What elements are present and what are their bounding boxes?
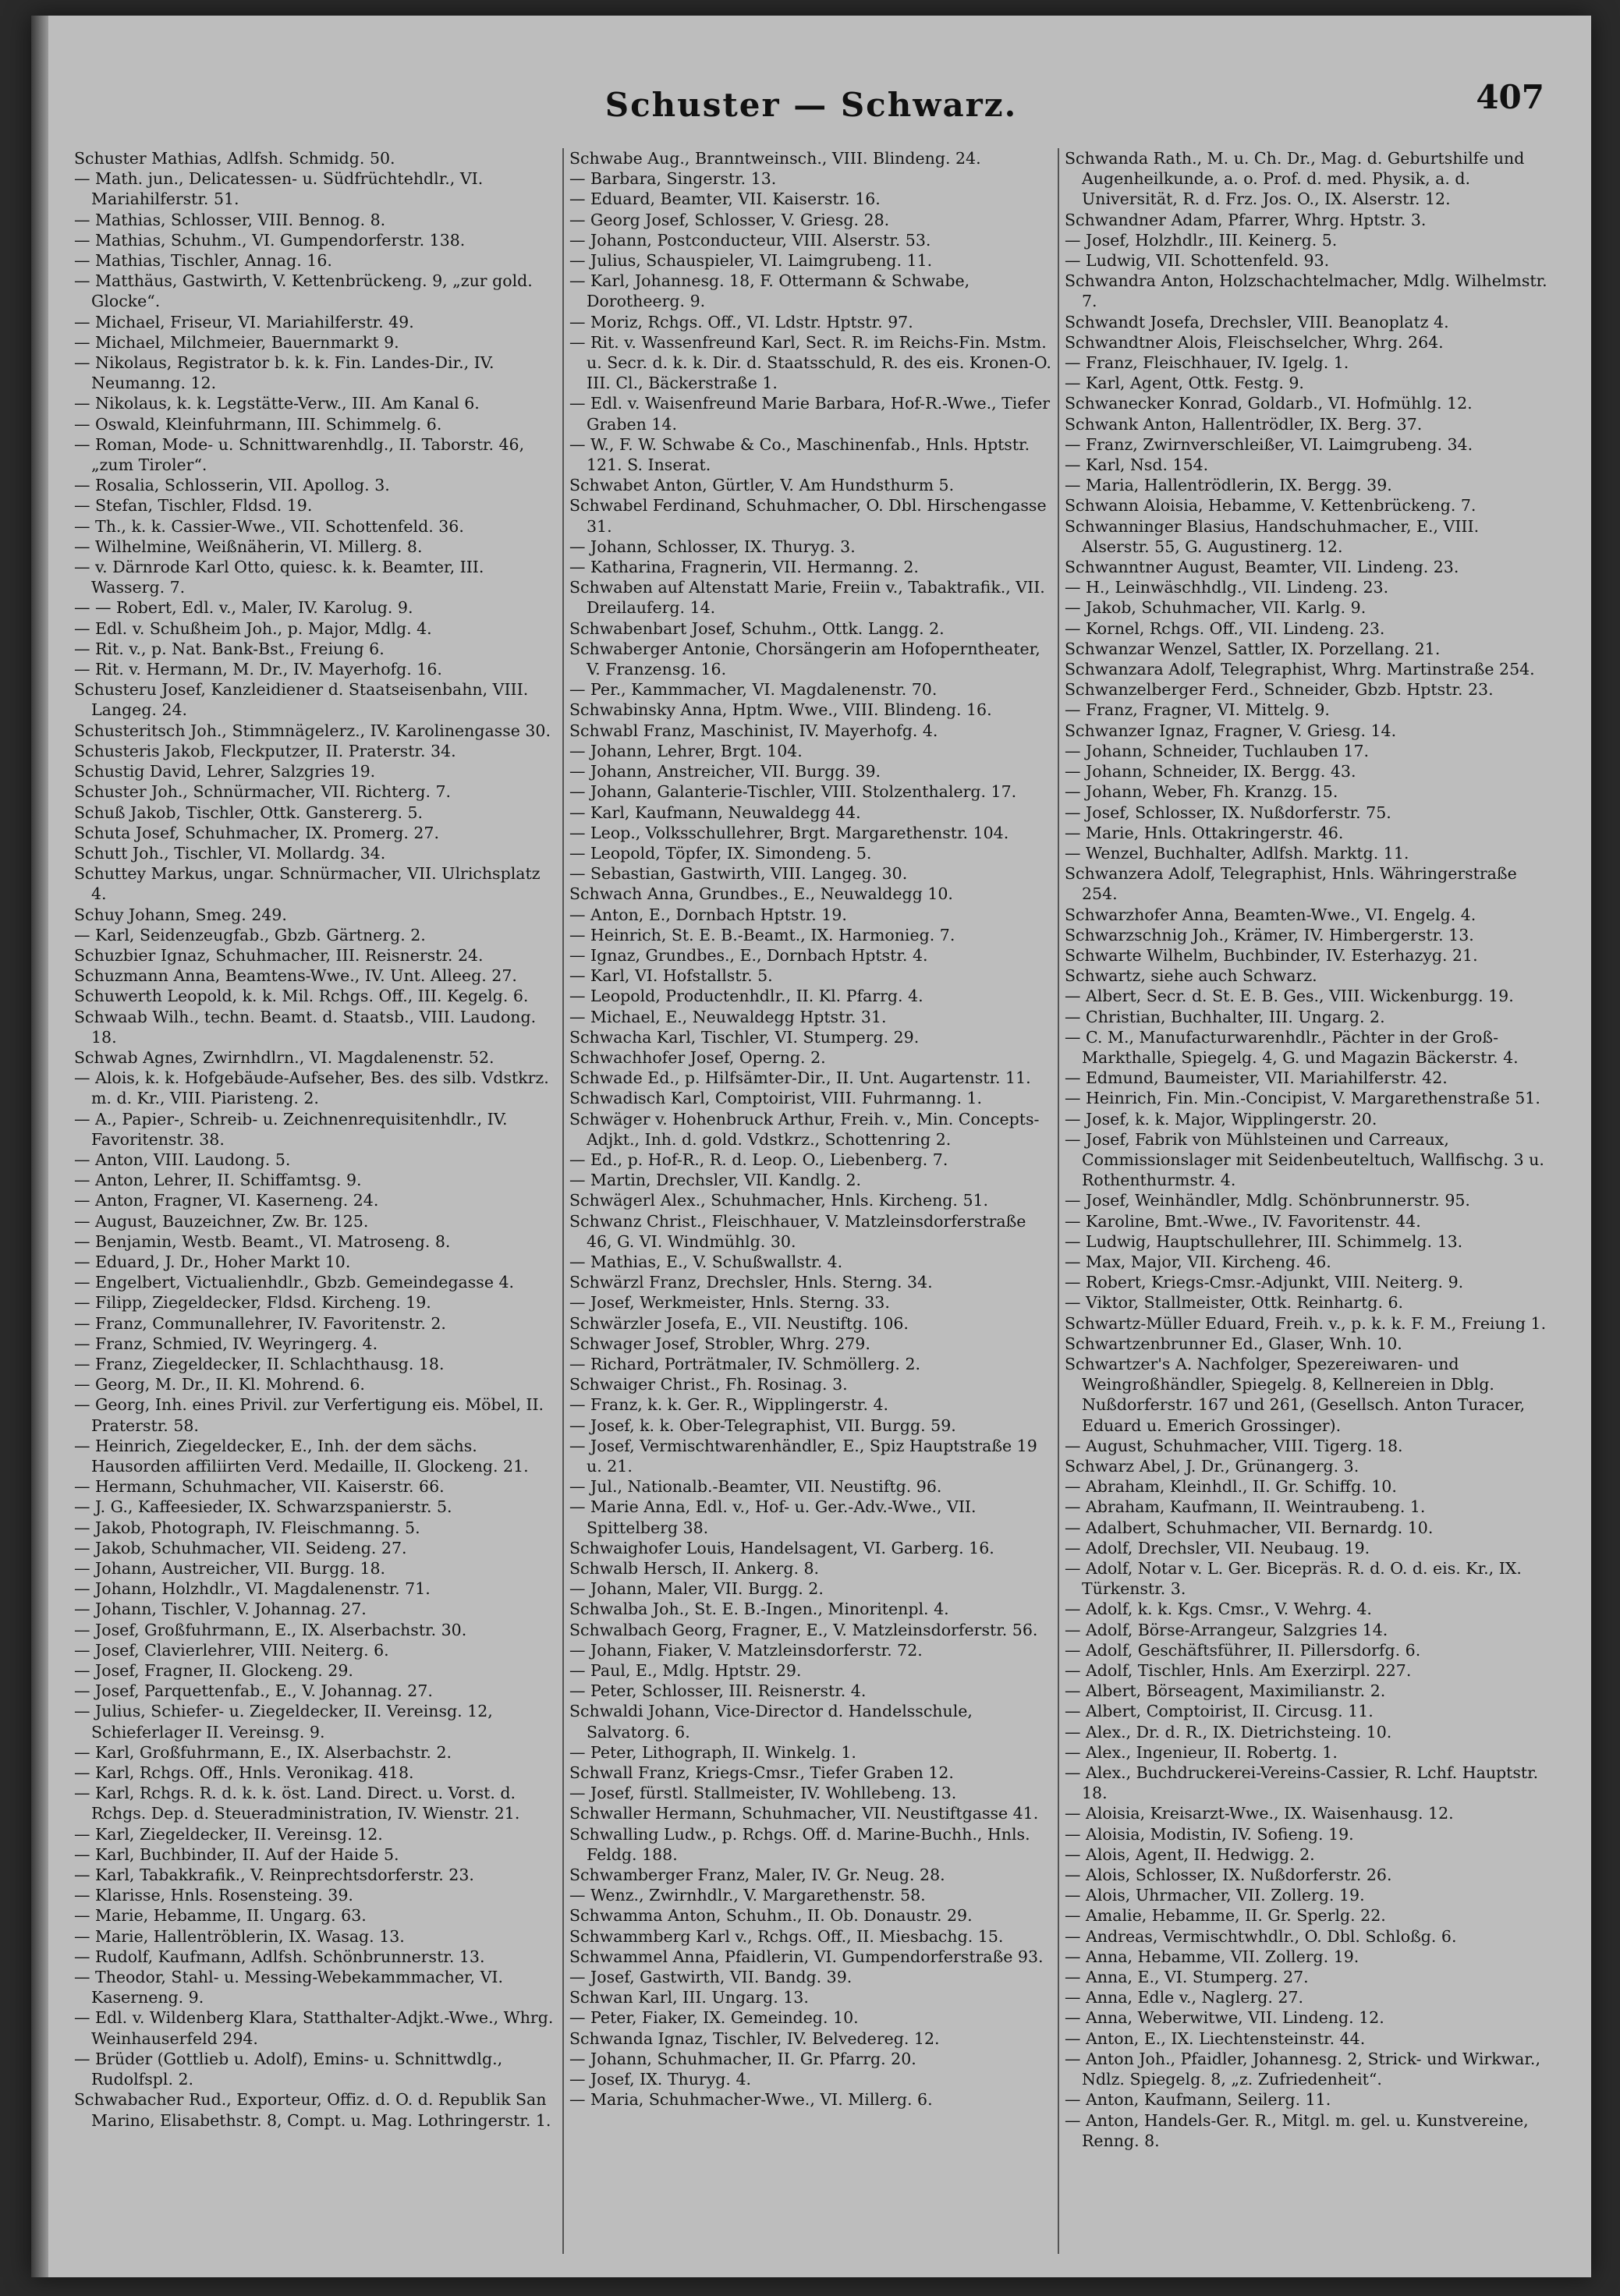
directory-entry: Schwabinsky Anna, Hptm. Wwe., VIII. Blindeng. 16.	[569, 700, 992, 720]
directory-entry: — Michael, E., Neuwaldegg Hptstr. 31.	[569, 1007, 887, 1026]
directory-entry: — Adalbert, Schuhmacher, VII. Bernardg. 10.	[1065, 1518, 1434, 1537]
directory-entry: — Johann, Anstreicher, VII. Burgg. 39.	[569, 762, 881, 781]
directory-entry: Schwandt Josefa, Drechsler, VIII. Beanoplatz 4.	[1065, 312, 1449, 331]
directory-entry: Schwammel Anna, Pfaidlerin, VI. Gumpendorferstraße 93.	[569, 1947, 1044, 1966]
directory-entry: — Wenz., Zwirnhdlr., V. Margarethenstr. 58.	[569, 1886, 926, 1905]
directory-entry: — Johann, Lehrer, Brgt. 104.	[569, 741, 803, 760]
directory-entry: — Johann, Schneider, IX. Bergg. 43.	[1065, 762, 1356, 781]
directory-entry: — Moriz, Rchgs. Off., VI. Ldstr. Hptstr. 97.	[569, 312, 913, 331]
directory-entry: — Benjamin, Westb. Beamt., VI. Matroseng. 8.	[74, 1231, 451, 1251]
directory-entry: — Johann, Fiaker, V. Matzleinsdorferstr. 72.	[569, 1640, 923, 1660]
directory-entry: — Rit. v. Wassenfreund Karl, Sect. R. im Reichs-Fin. Mstm. u. Secr. d. k. k. Dir. d. Staatsschuld, R. des eis. Kronen-O. III. Cl., Bäckerstraße 1.	[569, 332, 1051, 393]
directory-entry: — Mathias, Schlosser, VIII. Bennog. 8.	[74, 210, 386, 229]
directory-entry: — Nikolaus, k. k. Legstätte-Verw., III. Am Kanal 6.	[74, 394, 480, 413]
directory-entry: Schwabet Anton, Gürtler, V. Am Hundsthurm 5.	[569, 476, 955, 495]
directory-entry: Schwarzschnig Joh., Krämer, IV. Himbergerstr. 13.	[1065, 925, 1474, 944]
directory-entry: — Marie, Hallentröblerin, IX. Wasag. 13.	[74, 1926, 405, 1946]
directory-entry: Schwager Josef, Strobler, Whrg. 279.	[569, 1334, 870, 1353]
directory-entry: — Johann, Weber, Fh. Kranzg. 15.	[1065, 782, 1338, 802]
directory-entry: — Barbara, Singerstr. 13.	[569, 169, 777, 189]
directory-entry: — Franz, Zwirnverschleißer, VI. Laimgrubeng. 34.	[1065, 434, 1473, 454]
directory-entry: — Julius, Schiefer- u. Ziegeldecker, II. Vereinsg. 12, Schieferlager II. Vereinsg. 9.	[74, 1702, 493, 1741]
directory-entry: — Maria, Hallentrödlerin, IX. Bergg. 39.	[1065, 476, 1392, 495]
directory-entry: — Marie, Hebamme, II. Ungarg. 63.	[74, 1906, 367, 1926]
directory-entry: — Adolf, Geschäftsführer, II. Pillersdorfg. 6.	[1065, 1640, 1421, 1660]
directory-entry: — Karl, Großfuhrmann, E., IX. Alserbachstr. 2.	[74, 1742, 452, 1762]
directory-entry: — Albert, Börseagent, Maximilianstr. 2.	[1065, 1681, 1386, 1701]
directory-entry: — Oswald, Kleinfuhrmann, III. Schimmelg. 6.	[74, 414, 442, 434]
directory-entry: — Robert, Kriegs-Cmsr.-Adjunkt, VIII. Neiterg. 9.	[1065, 1273, 1464, 1292]
directory-entry: Schwandtner Alois, Fleischselcher, Whrg. 264.	[1065, 332, 1444, 352]
directory-entry: — Anna, E., VI. Stumperg. 27.	[1065, 1968, 1309, 1987]
directory-entry: — Edl. v. Schußheim Joh., p. Major, Mdlg. 4.	[74, 618, 432, 638]
directory-entry: Schwabl Franz, Maschinist, IV. Mayerhofg. 4.	[569, 721, 938, 740]
directory-entry: — Hermann, Schuhmacher, VII. Kaiserstr. 66.	[74, 1477, 445, 1497]
directory-entry: — Wenzel, Buchhalter, Adlfsh. Marktg. 11.	[1065, 843, 1409, 863]
directory-entry: — Josef, Weinhändler, Mdlg. Schönbrunnerstr. 95.	[1065, 1191, 1470, 1210]
directory-entry: — J. G., Kaffeesieder, IX. Schwarzspanierstr. 5.	[74, 1497, 452, 1517]
directory-entry: Schwab Agnes, Zwirnhdlrn., VI. Magdalenenstr. 52.	[74, 1047, 495, 1067]
directory-entry: Schuy Johann, Smeg. 249.	[74, 905, 287, 924]
directory-entry: — Karl, Tabakkrafik., V. Reinprechtsdorferstr. 23.	[74, 1866, 474, 1885]
directory-entry: — Karl, Buchbinder, II. Auf der Haide 5.	[74, 1844, 399, 1864]
directory-entry: Schusteris Jakob, Fleckputzer, II. Praterstr. 34.	[74, 741, 456, 760]
directory-entry: — Karl, Kaufmann, Neuwaldegg 44.	[569, 803, 861, 822]
directory-entry: — Edmund, Baumeister, VII. Mariahilferstr. 42.	[1065, 1068, 1448, 1088]
directory-entry: Schwan Karl, III. Ungarg. 13.	[569, 1988, 809, 2007]
column-3	[1065, 148, 1548, 2254]
directory-entry: Schwanda Ignaz, Tischler, IV. Belvedereg. 12.	[569, 2028, 940, 2048]
directory-entry: Schwabel Ferdinand, Schuhmacher, O. Dbl. Hirschengasse 31.	[569, 496, 1047, 536]
directory-entry: Schwaighofer Louis, Handelsagent, VI. Garberg. 16.	[569, 1538, 994, 1557]
directory-entry: — Sebastian, Gastwirth, VIII. Langeg. 30.	[569, 864, 908, 884]
directory-entry: — Josef, Schlosser, IX. Nußdorferstr. 75.	[1065, 803, 1391, 822]
directory-entry: — Leopold, Productenhdlr., II. Kl. Pfarrg. 4.	[569, 987, 923, 1006]
page-number: 407	[1476, 78, 1544, 116]
directory-entry: — Klarisse, Hnls. Rosensteing. 39.	[74, 1886, 353, 1905]
directory-entry: Schuzmann Anna, Beamtens-Wwe., IV. Unt. Alleeg. 27.	[74, 966, 517, 986]
directory-entry: Schwaben auf Altenstatt Marie, Freiin v., Tabaktrafik., VII. Dreilauferg. 14.	[569, 578, 1045, 618]
directory-entry: — Heinrich, St. E. B.-Beamt., IX. Harmonieg. 7.	[569, 925, 955, 944]
directory-entry: — Josef, k. k. Major, Wipplingerstr. 20.	[1065, 1109, 1377, 1129]
directory-entry: — Johann, Tischler, V. Johannag. 27.	[74, 1600, 367, 1619]
directory-entry: Schuß Jakob, Tischler, Ottk. Ganstererg. 5.	[74, 803, 424, 822]
directory-entry: — Karl, VI. Hofstallstr. 5.	[569, 966, 773, 986]
directory-entry: — Georg Josef, Schlosser, V. Griesg. 28.	[569, 210, 890, 229]
directory-entry: — Josef, Fabrik von Mühlsteinen und Carreaux, Commissionslager mit Seidenbeuteltuch, Wallfischg. 3 u. Rothenthurmstr. 4.	[1065, 1129, 1544, 1190]
column-divider	[1058, 148, 1059, 2254]
directory-entry: — Martin, Drechsler, VII. Kandlg. 2.	[569, 1171, 862, 1190]
directory-entry: Schwabenbart Josef, Schuhm., Ottk. Langg. 2.	[569, 618, 945, 638]
directory-entry: — Nikolaus, Registrator b. k. k. Fin. Landes-Dir., IV. Neumanng. 12.	[74, 353, 495, 393]
directory-entry: — Leopold, Töpfer, IX. Simondeng. 5.	[569, 843, 872, 863]
directory-entry: — Aloisia, Modistin, IV. Sofieng. 19.	[1065, 1824, 1354, 1844]
directory-entry: — Michael, Friseur, VI. Mariahilferstr. 49.	[74, 312, 414, 331]
directory-page	[31, 16, 1591, 2277]
directory-entry: Schwalbach Georg, Fragner, E., V. Matzleinsdorferstr. 56.	[569, 1620, 1038, 1639]
directory-entry: — Alois, Uhrmacher, VII. Zollerg. 19.	[1065, 1886, 1365, 1905]
directory-entry: Schwaberger Antonie, Chorsängerin am Hofoperntheater, V. Franzensg. 16.	[569, 639, 1040, 679]
directory-entry: Schusteritsch Joh., Stimmnägelerz., IV. Karolinengasse 30.	[74, 721, 551, 740]
directory-entry: — Peter, Fiaker, IX. Gemeindeg. 10.	[569, 2008, 859, 2028]
directory-entry: — Mathias, Tischler, Annag. 16.	[74, 251, 332, 271]
directory-entry: — Alois, k. k. Hofgebäude-Aufseher, Bes. des silb. Vdstkrz. m. d. Kr., VIII. Piaristeng. 2.	[74, 1068, 549, 1108]
directory-entry: — Eduard, J. Dr., Hoher Markt 10.	[74, 1252, 351, 1271]
directory-entry: — Franz, Ziegeldecker, II. Schlachthausg. 18.	[74, 1354, 445, 1373]
directory-entry: — Franz, Fleischhauer, IV. Igelg. 1.	[1065, 353, 1349, 373]
directory-entry: — Edl. v. Wildenberg Klara, Statthalter-Adjkt.-Wwe., Whrg. Weinhauserfeld 294.	[74, 2008, 554, 2048]
directory-entry: — Josef, Werkmeister, Hnls. Sterng. 33.	[569, 1293, 890, 1313]
directory-entry: — Karl, Ziegeldecker, II. Vereinsg. 12.	[74, 1824, 383, 1844]
column-2	[569, 148, 1053, 2254]
directory-entry: Schusteru Josef, Kanzleidiener d. Staatseisenbahn, VIII. Langeg. 24.	[74, 680, 529, 720]
directory-entry: — Stefan, Tischler, Fldsd. 19.	[74, 496, 313, 516]
directory-entry: — Adolf, Tischler, Hnls. Am Exerzirpl. 227.	[1065, 1661, 1412, 1681]
directory-entry: — Georg, M. Dr., II. Kl. Mohrend. 6.	[74, 1375, 365, 1394]
directory-entry: — Johann, Austreicher, VII. Burgg. 18.	[74, 1559, 386, 1578]
running-head: Schuster — Schwarz.	[604, 86, 1018, 124]
directory-entry: — Karl, Agent, Ottk. Festg. 9.	[1065, 374, 1304, 393]
directory-entry: — Marie, Hnls. Ottakringerstr. 46.	[1065, 823, 1344, 842]
directory-entry: — Mathias, E., V. Schußwallstr. 4.	[569, 1252, 843, 1271]
directory-entry: — H., Leinwäschhdlg., VII. Lindeng. 23.	[1065, 578, 1389, 597]
directory-entry: — Franz, k. k. Ger. R., Wipplingerstr. 4.	[569, 1395, 889, 1415]
directory-entry: — Th., k. k. Cassier-Wwe., VII. Schottenfeld. 36.	[74, 516, 464, 536]
directory-entry: Schwanecker Konrad, Goldarb., VI. Hofmühlg. 12.	[1065, 394, 1473, 413]
directory-entry: Schwacha Karl, Tischler, VI. Stumperg. 29.	[569, 1027, 920, 1047]
directory-entry: — Eduard, Beamter, VII. Kaiserstr. 16.	[569, 190, 881, 209]
directory-entry: — Anton, VIII. Laudong. 5.	[74, 1150, 291, 1169]
directory-entry: — Adolf, Börse-Arrangeur, Salzgries 14.	[1065, 1620, 1388, 1639]
directory-entry: — Heinrich, Ziegeldecker, E., Inh. der dem sächs. Hausorden affiliirten Verd. Medaille, II. Glockeng. 21.	[74, 1436, 529, 1476]
directory-entry: — C. M., Manufacturwarenhdlr., Pächter in der Groß-Markthalle, Spiegelg. 4, G. und Magazin Bäckerstr. 4.	[1065, 1027, 1519, 1067]
directory-entry: — Anna, Hebamme, VII. Zollerg. 19.	[1065, 1947, 1359, 1966]
directory-entry: — Ludwig, Hauptschullehrer, III. Schimmelg. 13.	[1065, 1231, 1463, 1251]
directory-entry: — Heinrich, Fin. Min.-Concipist, V. Margarethenstraße 51.	[1065, 1089, 1540, 1108]
directory-entry: Schwamberger Franz, Maler, IV. Gr. Neug. 28.	[569, 1866, 945, 1885]
directory-entry: — Ignaz, Grundbes., E., Dornbach Hptstr. 4.	[569, 945, 928, 965]
directory-entry: Schwandra Anton, Holzschachtelmacher, Mdlg. Wilhelmstr. 7.	[1065, 271, 1547, 311]
directory-entry: — Anton Joh., Pfaidler, Johannesg. 2, Strick- und Wirkwar., Ndlz. Spiegelg. 8, „z. Zufriedenheit“.	[1065, 2049, 1540, 2089]
directory-entry: — Kornel, Rchgs. Off., VII. Lindeng. 23.	[1065, 618, 1385, 638]
directory-entry: Schwaiger Christ., Fh. Rosinag. 3.	[569, 1375, 848, 1394]
directory-entry: — Max, Major, VII. Kircheng. 46.	[1065, 1252, 1331, 1271]
directory-entry: — Richard, Porträtmaler, IV. Schmöllerg. 2.	[569, 1354, 921, 1373]
directory-entry: Schwaller Hermann, Schuhmacher, VII. Neustiftgasse 41.	[569, 1804, 1039, 1823]
directory-entry: — Karl, Johannesg. 18, F. Ottermann & Schwabe, Dorotheerg. 9.	[569, 271, 970, 311]
directory-entry: — Karoline, Bmt.-Wwe., IV. Favoritenstr. 44.	[1065, 1211, 1421, 1231]
directory-entry: — Josef, IX. Thuryg. 4.	[569, 2070, 752, 2089]
directory-entry: — Brüder (Gottlieb u. Adolf), Emins- u. Schnittwdlg., Rudolfspl. 2.	[74, 2049, 503, 2089]
directory-entry: — Albert, Secr. d. St. E. B. Ges., VIII. Wickenburgg. 19.	[1065, 987, 1514, 1006]
directory-entry: Schwanz Christ., Fleischhauer, V. Matzleinsdorferstraße 46, G. VI. Windmühlg. 30.	[569, 1211, 1026, 1251]
directory-entry: — Johann, Postconducteur, VIII. Alserstr. 53.	[569, 230, 931, 250]
directory-entry: — Peter, Schlosser, III. Reisnerstr. 4.	[569, 1681, 867, 1701]
directory-entry: — Rit. v. Hermann, M. Dr., IV. Mayerhofg. 16.	[74, 660, 442, 679]
directory-entry: — Adolf, k. k. Kgs. Cmsr., V. Wehrg. 4.	[1065, 1600, 1372, 1619]
directory-entry: — Marie Anna, Edl. v., Hof- u. Ger.-Adv.-Wwe., VII. Spittelberg 38.	[569, 1497, 977, 1537]
directory-entry: Schwanntner August, Beamter, VII. Lindeng. 23.	[1065, 558, 1459, 577]
directory-entry: Schwadisch Karl, Comptoirist, VIII. Fuhrmanng. 1.	[569, 1089, 983, 1108]
directory-entry: — Alex., Dr. d. R., IX. Dietrichsteing. 10.	[1065, 1722, 1392, 1741]
directory-entry: — Leop., Volksschullehrer, Brgt. Margarethenstr. 104.	[569, 823, 1009, 842]
directory-entry: — Ludwig, VII. Schottenfeld. 93.	[1065, 251, 1330, 271]
directory-entry: — Johann, Schneider, Tuchlauben 17.	[1065, 741, 1370, 760]
directory-entry: — Johann, Schuhmacher, II. Gr. Pfarrg. 20.	[569, 2049, 916, 2068]
directory-entry: — Rosalia, Schlosserin, VII. Apollog. 3.	[74, 476, 390, 495]
directory-columns	[74, 148, 1556, 2254]
directory-entry: — Albert, Comptoirist, II. Circusg. 11.	[1065, 1702, 1374, 1721]
directory-entry: — Johann, Holzhdlr., VI. Magdalenenstr. 71.	[74, 1579, 431, 1599]
directory-entry: — Josef, Fragner, II. Glockeng. 29.	[74, 1661, 353, 1681]
directory-entry: — Peter, Lithograph, II. Winkelg. 1.	[569, 1742, 856, 1762]
directory-entry: Schwarte Wilhelm, Buchbinder, IV. Esterhazyg. 21.	[1065, 945, 1478, 965]
directory-entry: — Anton, E., IX. Liechtensteinstr. 44.	[1065, 2028, 1366, 2048]
directory-entry: Schwartz-Müller Eduard, Freih. v., p. k. k. F. M., Freiung 1.	[1065, 1313, 1547, 1333]
directory-entry: — Michael, Milchmeier, Bauernmarkt 9.	[74, 332, 399, 352]
directory-entry: — Josef, Vermischtwarenhändler, E., Spiz Hauptstraße 19 u. 21.	[569, 1436, 1037, 1476]
directory-entry: — Jakob, Photograph, IV. Fleischmanng. 5.	[74, 1518, 420, 1537]
directory-entry: — August, Bauzeichner, Zw. Br. 125.	[74, 1211, 369, 1231]
directory-entry: Schwartzer's A. Nachfolger, Spezereiwaren- und Weingroßhändler, Spiegelg. 8, Kellnereien in Dblg. Nußdorferstr. 167 und 261, (Gesellsch. Anton Turacer, Eduard u. Emerich Grossinger).	[1065, 1354, 1526, 1435]
directory-entry: — Franz, Communallehrer, IV. Favoritenstr. 2.	[74, 1313, 446, 1333]
directory-entry: — Josef, Parquettenfab., E., V. Johannag. 27.	[74, 1681, 433, 1701]
directory-entry: Schwandner Adam, Pfarrer, Whrg. Hptstr. 3.	[1065, 210, 1427, 229]
directory-entry: — v. Därnrode Karl Otto, quiesc. k. k. Beamter, III. Wasserg. 7.	[74, 558, 484, 597]
directory-entry: Schwabe Aug., Branntweinsch., VIII. Blindeng. 24.	[569, 149, 981, 168]
directory-entry: — W., F. W. Schwabe & Co., Maschinenfab., Hnls. Hptstr. 121. S. Inserat.	[569, 434, 1030, 475]
directory-entry: — Anton, Handels-Ger. R., Mitgl. m. gel. u. Kunstvereine, Renng. 8.	[1065, 2110, 1529, 2150]
directory-entry: — Christian, Buchhalter, III. Ungarg. 2.	[1065, 1007, 1385, 1026]
directory-entry: Schwabacher Rud., Exporteur, Offiz. d. O. d. Republik San Marino, Elisabethstr. 8, Compt. u. Mag. Lothringerstr. 1.	[74, 2090, 551, 2130]
directory-entry: — Johann, Maler, VII. Burgg. 2.	[569, 1579, 824, 1599]
directory-entry: — Alois, Agent, II. Hedwigg. 2.	[1065, 1844, 1315, 1864]
directory-entry: — Karl, Rchgs. R. d. k. k. öst. Land. Direct. u. Vorst. d. Rchgs. Dep. d. Steueradministration, IV. Wienstr. 21.	[74, 1784, 520, 1823]
directory-entry: Schwärzler Josefa, E., VII. Neustiftg. 106.	[569, 1313, 909, 1333]
directory-entry: Schwärzl Franz, Drechsler, Hnls. Sterng. 34.	[569, 1273, 933, 1292]
directory-entry: Schwammberg Karl v., Rchgs. Off., II. Miesbachg. 15.	[569, 1926, 1004, 1946]
directory-entry: Schuwerth Leopold, k. k. Mil. Rchgs. Off., III. Kegelg. 6.	[74, 987, 529, 1006]
directory-entry: — Josef, Gastwirth, VII. Bandg. 39.	[569, 1968, 853, 1987]
directory-entry: — Anton, Lehrer, II. Schiffamtsg. 9.	[74, 1171, 362, 1190]
directory-entry: — Rudolf, Kaufmann, Adlfsh. Schönbrunnerstr. 13.	[74, 1947, 485, 1966]
directory-entry: — Adolf, Notar v. L. Ger. Bicepräs. R. d. O. d. eis. Kr., IX. Türkenstr. 3.	[1065, 1559, 1522, 1599]
directory-entry: — Abraham, Kleinhdl., II. Gr. Schiffg. 10.	[1065, 1477, 1397, 1497]
directory-entry: — A., Papier-, Schreib- u. Zeichnenrequisitenhdlr., IV. Favoritenstr. 38.	[74, 1109, 508, 1149]
directory-entry: — Wilhelmine, Weißnäherin, VI. Millerg. 8.	[74, 537, 423, 556]
directory-entry: — Anna, Weberwitwe, VII. Lindeng. 12.	[1065, 2008, 1384, 2028]
directory-entry: — Karl, Seidenzeugfab., Gbzb. Gärtnerg. 2.	[74, 925, 426, 944]
page-header	[31, 70, 1591, 140]
directory-entry: Schustig David, Lehrer, Salzgries 19.	[74, 762, 376, 781]
directory-entry: Schwach Anna, Grundbes., E., Neuwaldegg 10.	[569, 884, 953, 904]
directory-entry: Schwanzer Ignaz, Fragner, V. Griesg. 14.	[1065, 721, 1397, 740]
directory-entry: — Jakob, Schuhmacher, VII. Karlg. 9.	[1065, 598, 1367, 618]
directory-entry: — — Robert, Edl. v., Maler, IV. Karolug. 9.	[74, 598, 413, 618]
directory-entry: Schwanzara Adolf, Telegraphist, Whrg. Martinstraße 254.	[1065, 660, 1535, 679]
directory-entry: Schuster Mathias, Adlfsh. Schmidg. 50.	[74, 149, 395, 168]
directory-entry: — Engelbert, Victualienhdlr., Gbzb. Gemeindegasse 4.	[74, 1273, 515, 1292]
directory-entry: — Josef, Clavierlehrer, VIII. Neiterg. 6.	[74, 1640, 389, 1660]
directory-entry: Schwank Anton, Hallentrödler, IX. Berg. 37.	[1065, 414, 1423, 434]
directory-entry: — Roman, Mode- u. Schnittwarenhdlg., II. Taborstr. 46, „zum Tiroler“.	[74, 434, 525, 475]
directory-entry: — Andreas, Vermischtwhdlr., O. Dbl. Schloßg. 6.	[1065, 1926, 1457, 1946]
directory-entry: Schwäger v. Hohenbruck Arthur, Freih. v., Min. Concepts-Adjkt., Inh. d. gold. Vdstkrz., Schottenring 2.	[569, 1109, 1040, 1149]
directory-entry: — Ed., p. Hof-R., R. d. Leop. O., Liebenberg. 7.	[569, 1150, 948, 1169]
directory-entry: Schwalba Joh., St. E. B.-Ingen., Minoritenpl. 4.	[569, 1600, 949, 1619]
directory-entry: Schuta Josef, Schuhmacher, IX. Promerg. 27.	[74, 823, 439, 842]
directory-entry: Schwanda Rath., M. u. Ch. Dr., Mag. d. Geburtshilfe und Augenheilkunde, a. o. Prof. d. med. Physik, a. d. Universität, R. d. Frz. Jos. O., IX. Alserstr. 12.	[1065, 149, 1525, 209]
directory-entry: Schwarz Abel, J. Dr., Grünangerg. 3.	[1065, 1457, 1359, 1476]
directory-entry: — Rit. v., p. Nat. Bank-Bst., Freiung 6.	[74, 639, 385, 658]
directory-entry: Schuzbier Ignaz, Schuhmacher, III. Reisnerstr. 24.	[74, 945, 484, 965]
directory-entry: Schuttey Markus, ungar. Schnürmacher, VII. Ulrichsplatz 4.	[74, 864, 541, 904]
directory-entry: — Julius, Schauspieler, VI. Laimgrubeng. 11.	[569, 251, 933, 271]
directory-entry: — Filipp, Ziegeldecker, Fldsd. Kircheng. 19.	[74, 1293, 431, 1313]
directory-entry: — Per., Kammmacher, VI. Magdalenenstr. 70.	[569, 680, 938, 700]
directory-entry: — Katharina, Fragnerin, VII. Hermanng. 2.	[569, 558, 919, 577]
directory-entry: — Anton, Kaufmann, Seilerg. 11.	[1065, 2090, 1331, 2110]
directory-entry: — Anton, E., Dornbach Hptstr. 19.	[569, 905, 847, 924]
directory-entry: — Anton, Fragner, VI. Kaserneng. 24.	[74, 1191, 379, 1210]
directory-entry: — Jakob, Schuhmacher, VII. Seideng. 27.	[74, 1538, 407, 1557]
directory-entry: — Edl. v. Waisenfreund Marie Barbara, Hof-R.-Wwe., Tiefer Graben 14.	[569, 394, 1051, 434]
binding-gutter	[31, 16, 48, 2277]
directory-entry: — Abraham, Kaufmann, II. Weintraubeng. 1.	[1065, 1497, 1426, 1517]
directory-entry: — Math. jun., Delicatessen- u. Südfrüchtehdlr., VI. Mariahilferstr. 51.	[74, 169, 484, 209]
directory-entry: — Theodor, Stahl- u. Messing-Webekammmacher, VI. Kaserneng. 9.	[74, 1968, 503, 2007]
directory-entry: — Josef, k. k. Ober-Telegraphist, VII. Burgg. 59.	[569, 1416, 956, 1435]
directory-entry: — Georg, Inh. eines Privil. zur Verfertigung eis. Möbel, II. Praterstr. 58.	[74, 1395, 544, 1435]
directory-entry: Schutt Joh., Tischler, VI. Mollardg. 34.	[74, 843, 386, 863]
directory-entry: Schwägerl Alex., Schuhmacher, Hnls. Kircheng. 51.	[569, 1191, 989, 1210]
directory-entry: — Anna, Edle v., Naglerg. 27.	[1065, 1988, 1303, 2007]
directory-entry: — Alex., Buchdruckerei-Vereins-Cassier, R. Lchf. Hauptstr. 18.	[1065, 1763, 1539, 1803]
directory-entry: Schwachhofer Josef, Operng. 2.	[569, 1047, 826, 1067]
directory-entry: Schwanninger Blasius, Handschuhmacher, E., VIII. Alserstr. 55, G. Augustinerg. 12.	[1065, 516, 1480, 556]
directory-entry: — Jul., Nationalb.-Beamter, VII. Neustiftg. 96.	[569, 1477, 942, 1497]
directory-entry: — Josef, Großfuhrmann, E., IX. Alserbachstr. 30.	[74, 1620, 467, 1639]
column-1	[74, 148, 558, 2254]
directory-entry: Schuster Joh., Schnürmacher, VII. Richterg. 7.	[74, 782, 452, 802]
directory-entry: Schwartzenbrunner Ed., Glaser, Wnh. 10.	[1065, 1334, 1402, 1353]
directory-entry: Schwamma Anton, Schuhm., II. Ob. Donaustr. 29.	[569, 1906, 973, 1926]
directory-entry: — Maria, Schuhmacher-Wwe., VI. Millerg. 6.	[569, 2090, 933, 2110]
directory-entry: — Paul, E., Mdlg. Hptstr. 29.	[569, 1661, 802, 1681]
directory-entry: — Karl, Rchgs. Off., Hnls. Veronikag. 418.	[74, 1763, 414, 1783]
directory-entry: — Alois, Schlosser, IX. Nußdorferstr. 26.	[1065, 1866, 1392, 1885]
directory-entry: — Karl, Nsd. 154.	[1065, 455, 1209, 475]
directory-entry: Schwade Ed., p. Hilfsämter-Dir., II. Unt. Augartenstr. 11.	[569, 1068, 1031, 1088]
directory-entry: — Matthäus, Gastwirth, V. Kettenbrückeng. 9, „zur gold. Glocke“.	[74, 271, 533, 311]
directory-entry: Schwaldi Johann, Vice-Director d. Handelsschule, Salvatorg. 6.	[569, 1702, 973, 1741]
directory-entry: — Aloisia, Kreisarzt-Wwe., IX. Waisenhausg. 12.	[1065, 1804, 1454, 1823]
directory-entry: — Josef, Holzhdlr., III. Keinerg. 5.	[1065, 230, 1338, 250]
directory-entry: Schwanzera Adolf, Telegraphist, Hnls. Währingerstraße 254.	[1065, 864, 1517, 904]
directory-entry: Schwalb Hersch, II. Ankerg. 8.	[569, 1559, 820, 1578]
directory-entry: Schwalling Ludw., p. Rchgs. Off. d. Marine-Buchh., Hnls. Feldg. 188.	[569, 1824, 1030, 1864]
directory-entry: Schwanzelberger Ferd., Schneider, Gbzb. Hptstr. 23.	[1065, 680, 1494, 700]
directory-entry: — Josef, fürstl. Stallmeister, IV. Wohllebeng. 13.	[569, 1784, 957, 1803]
column-divider	[562, 148, 564, 2254]
directory-entry: — Amalie, Hebamme, II. Gr. Sperlg. 22.	[1065, 1906, 1386, 1926]
directory-entry: Schwann Aloisia, Hebamme, V. Kettenbrückeng. 7.	[1065, 496, 1476, 516]
directory-entry: — Johann, Galanterie-Tischler, VIII. Stolzenthalerg. 17.	[569, 782, 1017, 802]
directory-entry: Schwarzhofer Anna, Beamten-Wwe., VI. Engelg. 4.	[1065, 905, 1476, 924]
directory-entry: — Viktor, Stallmeister, Ottk. Reinhartg. 6.	[1065, 1293, 1404, 1313]
directory-entry: — Adolf, Drechsler, VII. Neubaug. 19.	[1065, 1538, 1370, 1557]
directory-entry: — Mathias, Schuhm., VI. Gumpendorferstr. 138.	[74, 230, 466, 250]
directory-entry: — Franz, Fragner, VI. Mittelg. 9.	[1065, 700, 1330, 720]
directory-entry: — August, Schuhmacher, VIII. Tigerg. 18.	[1065, 1436, 1403, 1455]
directory-entry: — Johann, Schlosser, IX. Thuryg. 3.	[569, 537, 856, 556]
directory-entry: Schwanzar Wenzel, Sattler, IX. Porzellang. 21.	[1065, 639, 1441, 658]
directory-entry: Schwall Franz, Kriegs-Cmsr., Tiefer Graben 12.	[569, 1763, 954, 1783]
directory-entry: — Franz, Schmied, IV. Weyringerg. 4.	[74, 1334, 378, 1353]
directory-entry: Schwartz, siehe auch Schwarz.	[1065, 966, 1317, 986]
directory-entry: Schwaab Wilh., techn. Beamt. d. Staatsb., VIII. Laudong. 18.	[74, 1007, 537, 1047]
directory-entry: — Alex., Ingenieur, II. Robertg. 1.	[1065, 1742, 1338, 1762]
